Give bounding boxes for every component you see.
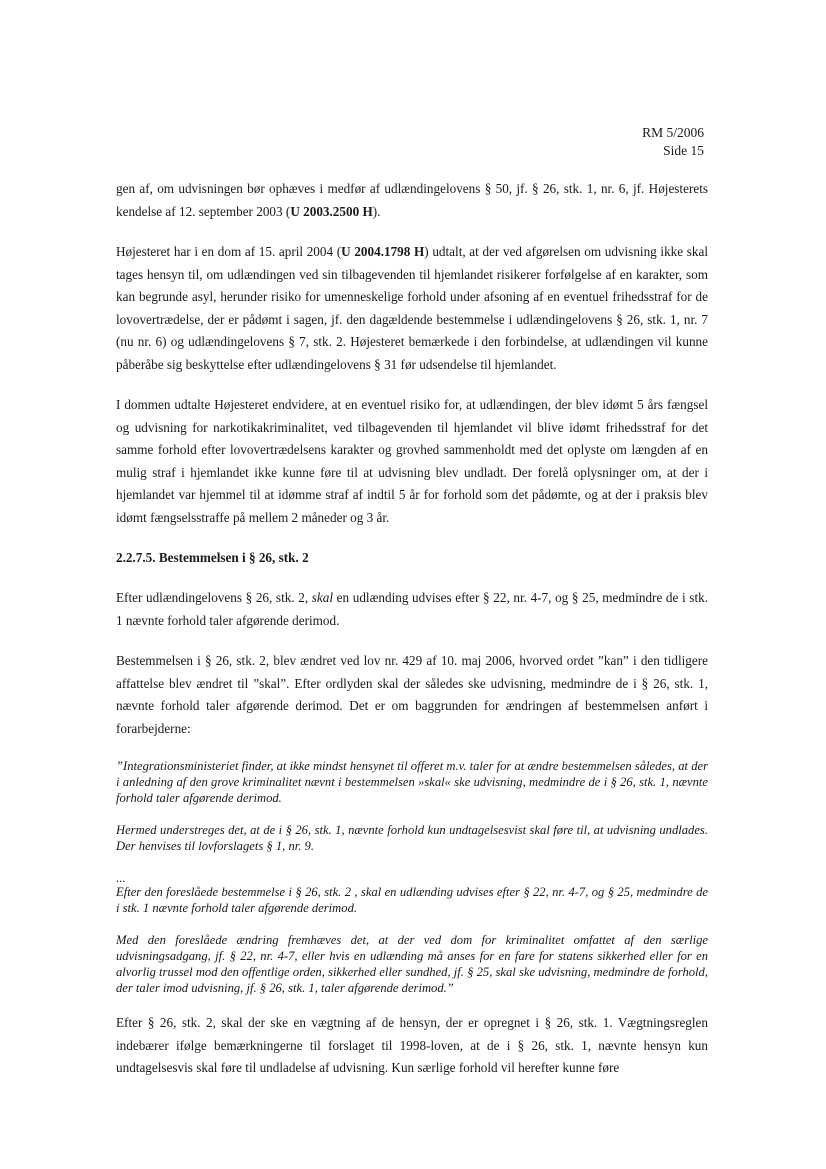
page-number: Side 15 xyxy=(663,143,704,158)
paragraph-5: Bestemmelsen i § 26, stk. 2, blev ændret ved lov nr. 429 af 10. maj 2006, hvorved ordet ”kan” i den tidligere affattelse blev ændret til ”skal”. Efter ordlyden skal der således ske udvisning, medmindre de i § 26, stk. 1, nævnte forhold taler afgørende derimod. Det er om baggrunden for ændringen af bestemmelsen anført i forarbejderne: xyxy=(116,653,708,736)
quote-paragraph-1: ”Integrationsministeriet finder, at ikke mindst hensynet til offeret m.v. taler for at ændre bestemmelsen således, at der i anledning af den grove kriminalitet nævnt i bestemmelsen »skal« ske udvisning, medmindre de i § 26, stk. 1, nævnte forhold taler afgørende derimod. xyxy=(116,759,708,805)
paragraph-4: Efter udlændingelovens § 26, stk. 2, skal en udlænding udvises efter § 22, nr. 4-7, og § 25, medmindre de i stk. 1 nævnte forhold taler afgørende derimod. xyxy=(116,590,708,628)
quote-paragraph-2: Hermed understreges det, at de i § 26, stk. 1, nævnte forhold kun undtagelsesvist skal føre til, at udvisning undlades. Der henvises til lovforslagets § 1, nr. 9. xyxy=(116,823,708,853)
page-header xyxy=(642,124,704,160)
emphasis: skal xyxy=(311,590,334,605)
quote-paragraph-3: Efter den foreslåede bestemmelse i § 26, stk. 2 , skal en udlænding udvises efter § 22, nr. 4-7, og § 25, medmindre de i stk. 1 nævnte forhold taler afgørende derimod. xyxy=(116,885,708,915)
quote-paragraph-4: Med den foreslåede ændring fremhæves det, at der ved dom for kriminalitet omfattet af den særlige udvisningsadgang, jf. § 22, nr. 4-7, eller hvis en udlænding må anses for en fare for statens sikkerhed eller for en alvorlig trussel mod den offentlige orden, sikkerhed eller sundhed, jf. § 25, skal ske udvisning, medmindre de forhold, der taler imod udvisning, jf. § 26, stk. 1, taler afgørende derimod.” xyxy=(116,933,708,995)
report-reference: RM 5/2006 xyxy=(642,125,704,140)
paragraph-1: gen af, om udvisningen bør ophæves i medfør af udlændingelovens § 50, jf. § 26, stk. 1, nr. 6, jf. Højesterets kendelse af 12. september 2003 (U 2003.2500 H). xyxy=(116,181,708,219)
paragraph-6: Efter § 26, stk. 2, skal der ske en vægtning af de hensyn, der er opregnet i § 26, stk. 1. Vægtningsreglen indebærer ifølge bemærkningerne til forslaget til 1998-loven, at de i § 26, stk. 1, nævnte hensyn kun undtagelsesvis skal føre til undladelse af udvisning. Kun særlige forhold vil herefter kunne føre xyxy=(116,1015,708,1075)
section-heading: 2.2.7.5. Bestemmelsen i § 26, stk. 2 xyxy=(116,550,309,565)
document-body xyxy=(116,178,708,1098)
paragraph-2: Højesteret har i en dom af 15. april 2004 (U 2004.1798 H) udtalt, at der ved afgørelsen om udvisning ikke skal tages hensyn til, om udlændingen ved sin tilbagevenden til hjemlandet risikerer forfølgelse af en karakter, som kan begrunde asyl, herunder risiko for umenneskelige forhold under afsoning af en eventuel frihedsstraf for de lovovertrædelse, der er pådømt i sagen, jf. den dagældende bestemmelse i udlændingelovens § 26, stk. 1, nr. 7 (nu nr. 6) og udlændingelovens § 7, stk. 2. Højesteret bemærkede i den forbindelse, at udlændingen vil kunne påberåbe sig beskyttelse efter udlændingelovens § 31 før udsendelse til hjemlandet. xyxy=(116,244,709,372)
quote-ellipsis: ... xyxy=(116,871,126,885)
paragraph-3: I dommen udtalte Højesteret endvidere, at en eventuel risiko for, at udlændingen, der blev idømt 5 års fængsel og udvisning for narkotikakriminalitet, ved tilbagevenden til hjemlandet vil blive idømt frihedsstraf for det samme forhold efter lovovertrædelsens karakter og grovhed sammenholdt med det oplyste om længden af en mulig straf i hjemlandet ikke kunne føre til at udvisning blev undladt. Der forelå oplysninger om, at der i hjemlandet var hjemmel til at idømme straf af indtil 5 år for forhold som det pådømte, og at der i praksis blev idømt fængselsstraffe på mellem 2 måneder og 3 år. xyxy=(116,397,708,525)
case-reference: U 2003.2500 H xyxy=(290,203,373,219)
case-reference: U 2004.1798 H xyxy=(341,244,425,259)
